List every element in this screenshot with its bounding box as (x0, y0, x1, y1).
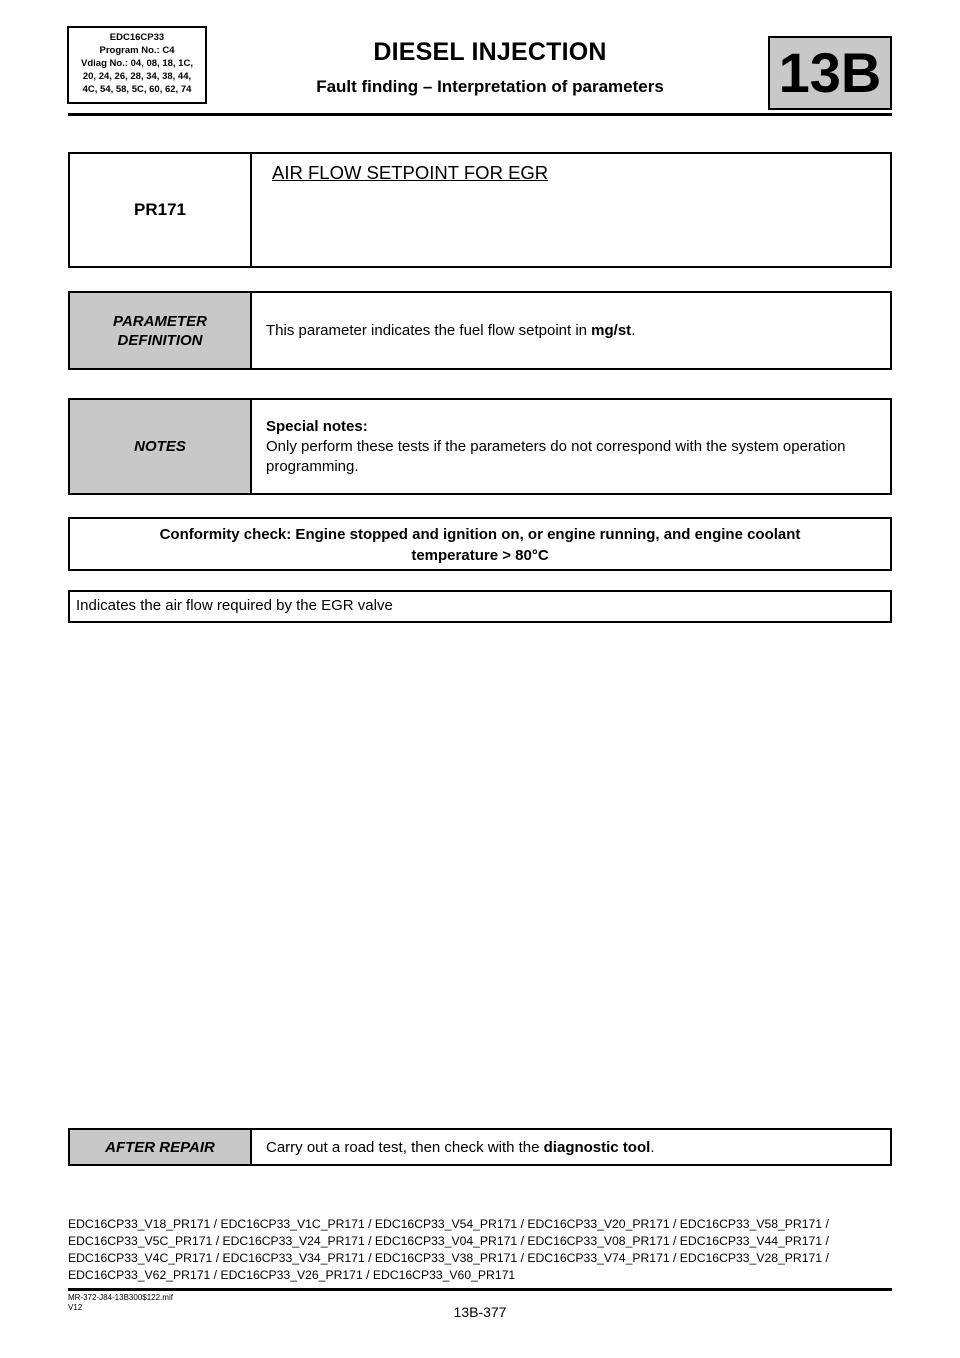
info-box (68, 590, 892, 623)
definition-label-line: DEFINITION (117, 331, 203, 349)
parameter-code: PR171 (70, 154, 252, 266)
header-divider (68, 113, 892, 116)
after-repair-label: AFTER REPAIR (70, 1130, 252, 1164)
notes-label: NOTES (70, 400, 252, 493)
definition-text-start: This parameter indicates the fuel flow setpoint in (266, 322, 592, 339)
page-subtitle: Fault finding – Interpretation of parameters (316, 77, 664, 96)
definition-row (68, 291, 892, 370)
after-repair-row (68, 1128, 892, 1166)
footer-codes (68, 1216, 898, 1284)
footer-code-line: EDC16CP33_V5C_PR171 / EDC16CP33_V24_PR171 / EDC16CP33_V04_PR171 / EDC16CP33_V08_PR171 / EDC16CP33_V44_PR171 / (68, 1234, 829, 1248)
footer-code-line: EDC16CP33_V4C_PR171 / EDC16CP33_V34_PR171 / EDC16CP33_V38_PR171 / EDC16CP33_V74_PR171 / EDC16CP33_V28_PR171 / (68, 1251, 829, 1265)
parameter-title: AIR FLOW SETPOINT FOR EGR (272, 162, 549, 183)
notes-heading: Special notes: (266, 417, 368, 435)
page-number: 13B-377 (453, 1304, 507, 1320)
conformity-check (68, 517, 892, 571)
definition-unit: mg/st (591, 322, 632, 339)
id-line: 20, 24, 26, 28, 34, 38, 44, (82, 71, 192, 82)
after-repair-text-start: Carry out a road test, then check with the (266, 1138, 544, 1156)
conformity-line: temperature > 80°C (411, 547, 549, 564)
file-reference: MR-372-J84-13B300$122.mif (68, 1293, 173, 1302)
id-line: EDC16CP33 (109, 32, 165, 43)
footer-divider (68, 1288, 892, 1291)
definition-text (252, 293, 890, 368)
parameter-row (68, 152, 892, 268)
definition-label-line: PARAMETER (113, 312, 207, 330)
page-title: DIESEL INJECTION (373, 38, 607, 66)
definition-text-end: . (631, 322, 636, 339)
version-label: V12 (68, 1303, 83, 1312)
section-badge: 13B (768, 36, 892, 110)
vehicle-id-box (67, 26, 207, 104)
footer-code-line: EDC16CP33_V18_PR171 / EDC16CP33_V1C_PR171 / EDC16CP33_V54_PR171 / EDC16CP33_V20_PR171 / EDC16CP33_V58_PR171 / (68, 1217, 829, 1231)
after-repair-text-end: . (650, 1138, 655, 1156)
footer-code-line: EDC16CP33_V62_PR171 / EDC16CP33_V26_PR171 / EDC16CP33_V60_PR171 (68, 1268, 516, 1282)
id-line: Vdiag No.: 04, 08, 18, 1C, (81, 58, 193, 69)
notes-text: Only perform these tests if the parameters do not correspond with the system operation programming. (266, 437, 846, 475)
definition-label (70, 293, 252, 368)
id-line: 4C, 54, 58, 5C, 60, 62, 74 (82, 84, 192, 95)
id-line: Program No.: C4 (99, 45, 175, 56)
after-repair-text (252, 1130, 890, 1164)
info-text: Indicates the air flow required by the EGR valve (76, 597, 393, 614)
conformity-line: Conformity check: Engine stopped and ignition on, or engine running, and engine coolant (159, 526, 801, 543)
after-repair-tool: diagnostic tool (543, 1138, 651, 1156)
notes-row (68, 398, 892, 495)
